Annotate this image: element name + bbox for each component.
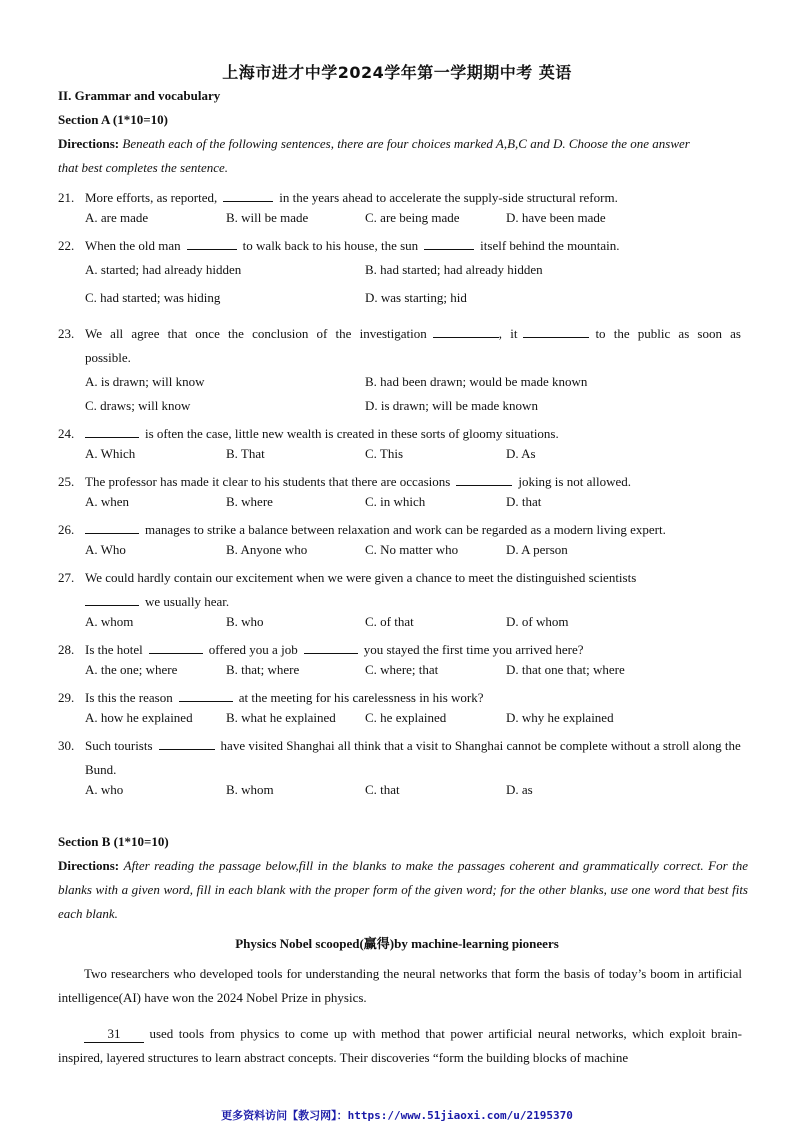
option-d[interactable]: D. that — [506, 494, 542, 509]
section-a-directions — [58, 132, 698, 180]
question-text: you stayed the first time you arrived here? — [363, 642, 584, 657]
option-a[interactable]: A. started; had already hidden — [85, 262, 242, 277]
options-24 — [85, 446, 745, 470]
answer-blank[interactable] — [159, 737, 215, 750]
question-number: 24. — [58, 426, 75, 441]
option-d[interactable]: D. As — [506, 446, 536, 461]
answer-blank[interactable] — [187, 237, 237, 250]
answer-blank[interactable] — [85, 521, 139, 534]
option-c[interactable]: C. he explained — [365, 710, 447, 725]
option-c[interactable]: C. This — [365, 446, 404, 461]
option-b[interactable]: B. who — [226, 614, 264, 629]
question-text: , it — [498, 326, 518, 341]
answer-blank[interactable] — [424, 237, 474, 250]
question-text: in the years ahead to accelerate the supply-side structural reform. — [279, 190, 618, 205]
option-d[interactable]: D. is drawn; will be made known — [365, 398, 538, 413]
option-a[interactable]: A. the one; where — [85, 662, 178, 677]
option-a[interactable]: A. whom — [85, 614, 134, 629]
option-d[interactable]: D. A person — [506, 542, 568, 557]
option-a[interactable]: A. are made — [85, 210, 149, 225]
option-c[interactable]: C. had started; was hiding — [85, 290, 221, 305]
question-text: Is the hotel — [85, 642, 143, 657]
question-text: to the public as soon as possible. — [85, 326, 741, 365]
question-number: 26. — [58, 522, 75, 537]
passage-title: Physics Nobel scooped(赢得)by machine-learning pioneers — [235, 936, 559, 951]
page-title: 上海市进才中学2024学年第一学期期中考 英语 — [222, 63, 572, 82]
option-a[interactable]: A. how he explained — [85, 710, 193, 725]
question-text: joking is not allowed. — [518, 474, 631, 489]
paragraph-text: Two researchers who developed tools for understanding the neural networks that form the basis of today’s boom in artificial intelligence(AI) have won the 2024 Nobel Prize in physics. — [58, 966, 742, 1005]
paragraph-text: used tools from physics to come up with method that power artificial neural networks, which exploit brain-inspired, layered structures to learn abstract concepts. Their discoveries “form the building blocks of machine — [58, 1026, 742, 1065]
answer-blank[interactable] — [85, 425, 139, 438]
question-number: 30. — [58, 738, 75, 753]
question-number: 22. — [58, 238, 75, 253]
option-b[interactable]: B. will be made — [226, 210, 309, 225]
option-a[interactable]: A. Who — [85, 542, 126, 557]
option-b[interactable]: B. That — [226, 446, 265, 461]
question-number: 23. — [58, 326, 75, 341]
option-b[interactable]: B. Anyone who — [226, 542, 308, 557]
footer-link[interactable]: 更多资料访问【教习网】：https://www.51jiaoxi.com/u/2195370 — [221, 1109, 573, 1122]
directions-text: Beneath each of the following sentences, there are four choices marked A,B,C and D. Choose the one answer that best completes the sentence. — [58, 136, 690, 175]
answer-blank-31[interactable]: 31 — [84, 1026, 144, 1043]
options-28 — [85, 662, 745, 686]
passage-paragraph-1 — [58, 962, 742, 1010]
question-text: Such tourists — [85, 738, 153, 753]
question-text: we usually hear. — [145, 594, 230, 609]
options-25 — [85, 494, 745, 518]
question-text: Is this the reason — [85, 690, 173, 705]
option-b[interactable]: B. where — [226, 494, 273, 509]
answer-blank[interactable] — [523, 325, 589, 338]
option-d[interactable]: D. have been made — [506, 210, 606, 225]
question-text: We all agree that once the conclusion of the investigation — [85, 326, 427, 341]
option-b[interactable]: B. what he explained — [226, 710, 336, 725]
question-text: offered you a job — [208, 642, 298, 657]
directions-label: Directions: — [58, 858, 120, 873]
option-b[interactable]: B. had been drawn; would be made known — [365, 374, 588, 389]
option-b[interactable]: B. had started; had already hidden — [365, 262, 543, 277]
question-text: to walk back to his house, the sun — [242, 238, 419, 253]
option-a[interactable]: A. who — [85, 782, 124, 797]
question-text: manages to strike a balance between relaxation and work can be regarded as a modern living expert. — [145, 522, 666, 537]
option-a[interactable]: A. Which — [85, 446, 136, 461]
answer-blank[interactable] — [223, 189, 273, 202]
question-number: 25. — [58, 474, 75, 489]
option-d[interactable]: D. why he explained — [506, 710, 614, 725]
question-text: at the meeting for his carelessness in his work? — [238, 690, 484, 705]
part-heading: II. Grammar and vocabulary — [58, 88, 221, 103]
option-b[interactable]: B. whom — [226, 782, 274, 797]
option-c[interactable]: C. draws; will know — [85, 398, 191, 413]
option-c[interactable]: C. of that — [365, 614, 414, 629]
options-23-row1 — [85, 374, 745, 398]
question-text: We could hardly contain our excitement when we were given a chance to meet the distinguished scientists — [85, 570, 637, 585]
options-23-row2 — [85, 398, 745, 422]
question-number: 21. — [58, 190, 75, 205]
question-text: The professor has made it clear to his students that there are occasions — [85, 474, 451, 489]
options-27 — [85, 614, 745, 638]
option-c[interactable]: C. No matter who — [365, 542, 459, 557]
directions-text: After reading the passage below,fill in the blanks to make the passages coherent and grammatically correct. For the blanks with a given word, fill in each blank with the proper form of the given word; for the other blanks, use one word that best fits each blank. — [58, 858, 749, 921]
options-21 — [85, 210, 745, 234]
directions-label: Directions: — [58, 136, 120, 151]
option-a[interactable]: A. is drawn; will know — [85, 374, 205, 389]
question-number: 29. — [58, 690, 75, 705]
answer-blank[interactable] — [433, 325, 499, 338]
question-text: have visited Shanghai all think that a visit to Shanghai cannot be complete without a stroll along the Bund. — [85, 738, 741, 777]
answer-blank[interactable] — [149, 641, 203, 654]
options-22-row1 — [85, 262, 745, 286]
passage-paragraph-2 — [58, 1022, 742, 1070]
option-d[interactable]: D. of whom — [506, 614, 569, 629]
option-d[interactable]: D. was starting; hid — [365, 290, 467, 305]
option-d[interactable]: D. as — [506, 782, 533, 797]
option-b[interactable]: B. that; where — [226, 662, 300, 677]
question-number: 27. — [58, 570, 75, 585]
answer-blank[interactable] — [456, 473, 512, 486]
question-text: itself behind the mountain. — [480, 238, 620, 253]
options-30 — [85, 782, 745, 806]
option-a[interactable]: A. when — [85, 494, 130, 509]
section-b-directions — [58, 854, 748, 926]
section-a-heading: Section A (1*10=10) — [58, 112, 168, 127]
question-text: More efforts, as reported, — [85, 190, 218, 205]
options-29 — [85, 710, 745, 734]
answer-blank[interactable] — [304, 641, 358, 654]
answer-blank[interactable] — [85, 593, 139, 606]
options-22-row2 — [85, 290, 745, 314]
section-b-heading: Section B (1*10=10) — [58, 834, 169, 849]
question-number: 28. — [58, 642, 75, 657]
options-26 — [85, 542, 745, 566]
question-text: is often the case, little new wealth is created in these sorts of gloomy situations. — [145, 426, 559, 441]
option-c[interactable]: C. are being made — [365, 210, 460, 225]
question-text: When the old man — [85, 238, 181, 253]
option-c[interactable]: C. in which — [365, 494, 426, 509]
option-d[interactable]: D. that one that; where — [506, 662, 625, 677]
option-c[interactable]: C. where; that — [365, 662, 439, 677]
answer-blank[interactable] — [179, 689, 233, 702]
option-c[interactable]: C. that — [365, 782, 400, 797]
